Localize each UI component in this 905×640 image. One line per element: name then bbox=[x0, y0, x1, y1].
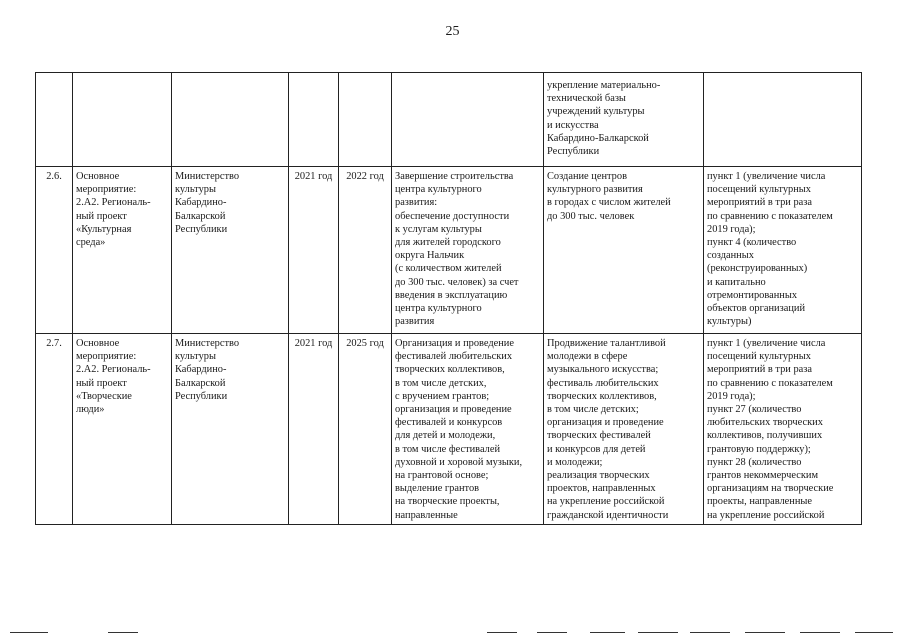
indicators-cell bbox=[704, 73, 862, 167]
row-number-cell bbox=[36, 73, 73, 167]
page-number: 25 bbox=[445, 24, 460, 39]
scan-dash bbox=[537, 632, 567, 633]
program-events-table bbox=[35, 72, 862, 525]
indicators-cell: пункт 1 (увеличение числа посещений культурных мероприятий в три раза по сравнению с показателем 2019 года); пункт 4 (количество созданных (реконструированных) и капитально отремонтированных объектов организаций культуры) bbox=[704, 167, 862, 334]
scan-dash bbox=[10, 632, 48, 633]
row-number-cell: 2.6. bbox=[36, 167, 73, 334]
scan-dash bbox=[800, 632, 840, 633]
responsible-cell: Министерство культуры Кабардино- Балкарской Республики bbox=[172, 167, 289, 334]
scan-dash bbox=[590, 632, 625, 633]
table-row bbox=[36, 334, 862, 525]
description-cell: Организация и проведение фестивалей любительских творческих коллективов, в том числе детских, с вручением грантов; организация и проведение фестивалей и конкурсов для детей и молодежи, в том числе фестивалей духовной и хоровой музыки, на грантовой основе; выделение грантов на творческие проекты, направленные bbox=[392, 334, 544, 525]
results-cell: Создание центров культурного развития в городах с числом жителей до 300 тыс. человек bbox=[544, 167, 704, 334]
event-cell: Основное мероприятие: 2.А2. Региональ- ный проект «Творческие люди» bbox=[73, 334, 172, 525]
results-cell: укрепление материально- технической базы учреждений культуры и искусства Кабардино-Балкарской Республики bbox=[544, 73, 704, 167]
scan-dash bbox=[487, 632, 517, 633]
end-year-cell: 2022 год bbox=[339, 167, 392, 334]
responsible-cell: Министерство культуры Кабардино- Балкарской Республики bbox=[172, 334, 289, 525]
results-cell: Продвижение талантливой молодежи в сфере музыкального искусства; фестиваль любительских творческих коллективов, в том числе детских; организация и проведение творческих фестивалей и конкурсов для детей и молодежи; реализация творческих проектов, направленных на укрепление российской гражданской идентичности bbox=[544, 334, 704, 525]
row-number-cell: 2.7. bbox=[36, 334, 73, 525]
scan-dash bbox=[855, 632, 893, 633]
description-cell: Завершение строительства центра культурного развития: обеспечение доступности к услугам культуры для жителей городского округа Нальчик (с количеством жителей до 300 тыс. человек) за счет введения в эксплуатацию центра культурного развития bbox=[392, 167, 544, 334]
event-cell: Основное мероприятие: 2.А2. Региональ- ный проект «Культурная среда» bbox=[73, 167, 172, 334]
start-year-cell: 2021 год bbox=[289, 167, 339, 334]
responsible-cell bbox=[172, 73, 289, 167]
scan-dash bbox=[108, 632, 138, 633]
description-cell bbox=[392, 73, 544, 167]
scan-dash bbox=[745, 632, 785, 633]
end-year-cell bbox=[339, 73, 392, 167]
start-year-cell: 2021 год bbox=[289, 334, 339, 525]
indicators-cell: пункт 1 (увеличение числа посещений культурных мероприятий в три раза по сравнению с показателем 2019 года); пункт 27 (количество любительских творческих коллективов, получивших грантовую поддержку); пункт 28 (количество грантов некоммерческим организациям на творческие проекты, направленные на укрепление российской bbox=[704, 334, 862, 525]
scan-dash bbox=[690, 632, 730, 633]
end-year-cell: 2025 год bbox=[339, 334, 392, 525]
table-row bbox=[36, 73, 862, 167]
table-row bbox=[36, 167, 862, 334]
scan-dash bbox=[638, 632, 678, 633]
event-cell bbox=[73, 73, 172, 167]
start-year-cell bbox=[289, 73, 339, 167]
